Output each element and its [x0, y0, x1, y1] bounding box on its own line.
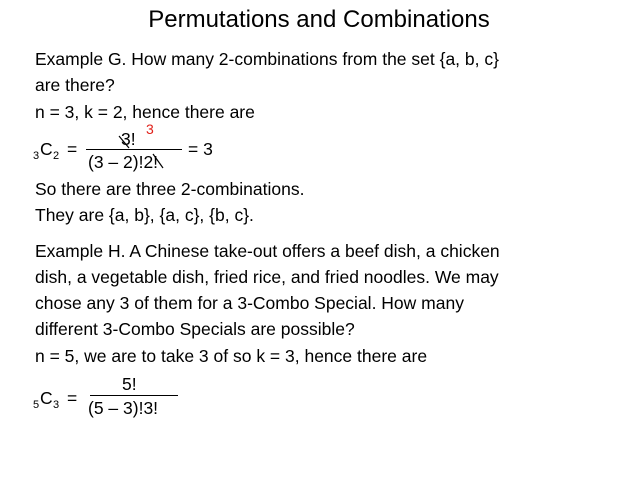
example-h-line-3: chose any 3 of them for a 3-Combo Special. How many: [35, 293, 464, 313]
example-g-conclusion-2: They are {a, b}, {a, c}, {b, c}.: [35, 205, 254, 225]
formula-g-cancel-strokes: [110, 124, 190, 174]
example-h-line-2: dish, a vegetable dish, fried rice, and fried noodles. We may: [35, 267, 499, 287]
formula-h-post-subscript: 3: [53, 399, 60, 411]
formula-g-post-subscript: 2: [53, 150, 60, 162]
example-g-given: n = 3, k = 2, hence there are: [35, 102, 255, 122]
formula-g-result: = 3: [188, 139, 213, 159]
example-h-line-4: different 3-Combo Specials are possible?: [35, 319, 355, 339]
example-h-given: n = 5, we are to take 3 of so k = 3, hence there are: [35, 346, 428, 366]
formula-h-denominator: (5 – 3)!3!: [88, 398, 159, 418]
formula-h-fraction-bar: [90, 395, 178, 396]
formula-h-numerator: 5!: [122, 374, 137, 394]
formula-g-denominator: (3 – 2)!2!: [88, 152, 159, 172]
formula-h-pre-subscript: 5: [33, 399, 40, 411]
example-g-line-2: are there?: [35, 75, 115, 95]
example-g-line-1: Example G. How many 2-combinations from the set {a, b, c}: [35, 49, 499, 69]
example-g-conclusion-1: So there are three 2-combinations.: [35, 179, 305, 199]
example-h-line-1: Example H. A Chinese take-out offers a beef dish, a chicken: [35, 241, 500, 261]
formula-g-symbol: C: [40, 139, 53, 159]
formula-g-pre-subscript: 3: [33, 150, 40, 162]
formula-g-numerator: 3!: [121, 129, 136, 149]
formula-g-equals: =: [67, 139, 78, 159]
formula-h-symbol: C: [40, 388, 53, 408]
slide-title: Permutations and Combinations: [148, 6, 490, 33]
formula-g-cancel-note: 3: [146, 121, 154, 137]
formula-h-equals: =: [67, 388, 78, 408]
